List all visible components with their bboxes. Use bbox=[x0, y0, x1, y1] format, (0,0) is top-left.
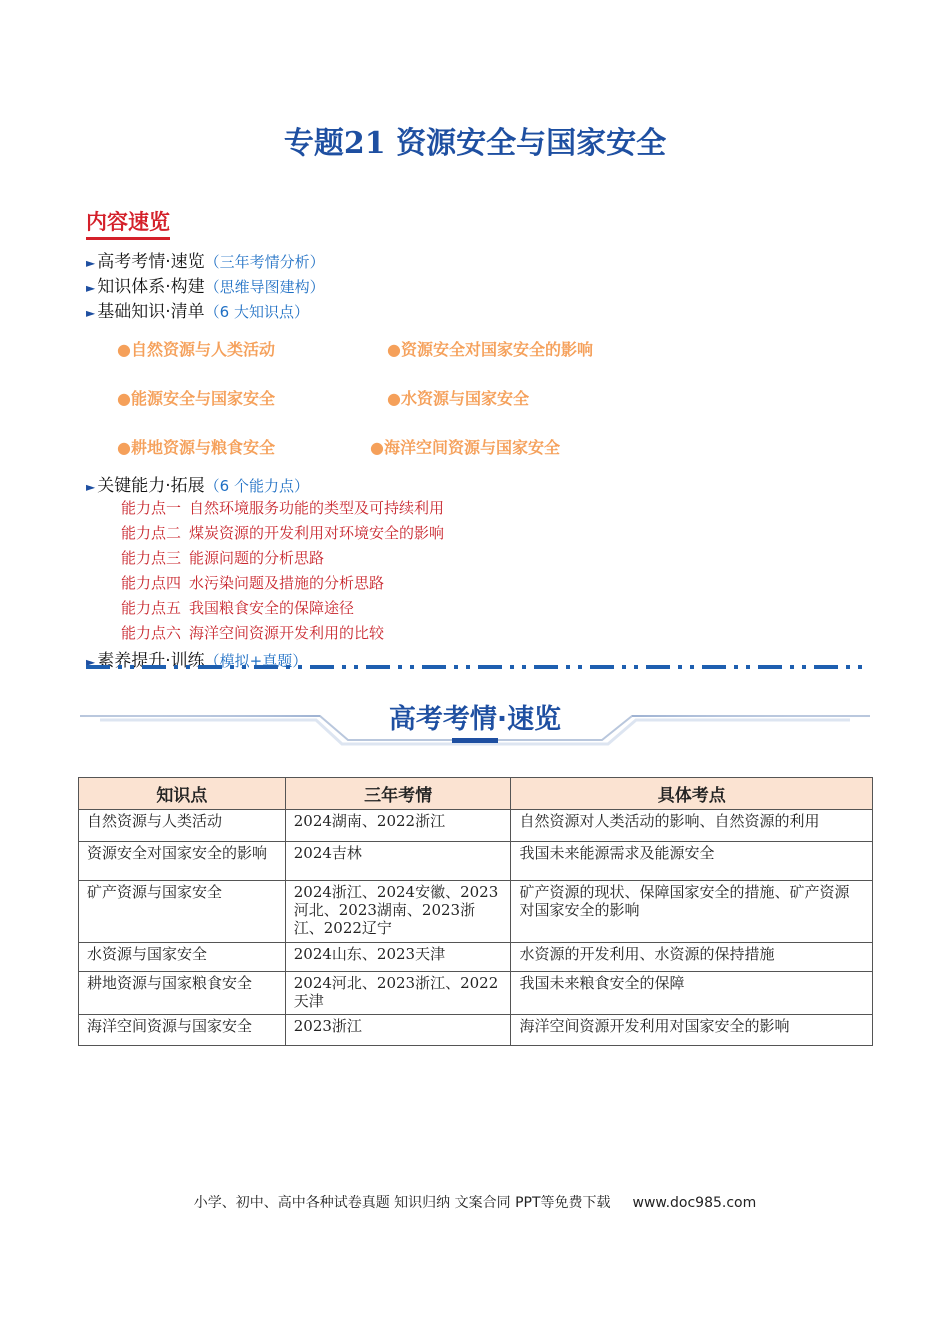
triangle-icon: ► bbox=[86, 655, 96, 669]
ability-point-label: 能力点一 bbox=[121, 499, 182, 517]
footer-url: www.doc985.com bbox=[632, 1195, 757, 1211]
knowledge-point: ●能源安全与国家安全 bbox=[117, 389, 275, 408]
triangle-icon: ► bbox=[86, 480, 96, 494]
page-title: 专题21 资源安全与国家安全 bbox=[283, 126, 667, 161]
toc-item-label: 关键能力·拓展 bbox=[97, 476, 205, 496]
toc-item-knowledge-system bbox=[86, 272, 325, 297]
section-banner-title: 高考考情·速览 bbox=[388, 704, 562, 735]
table-cell: 海洋空间资源开发利用对国家安全的影响 bbox=[511, 1015, 873, 1046]
table-cell: 2024吉林 bbox=[285, 842, 511, 881]
knowledge-point: ●资源安全对国家安全的影响 bbox=[387, 340, 593, 359]
table-cell: 我国未来粮食安全的保障 bbox=[511, 972, 873, 1015]
ability-point bbox=[121, 597, 354, 618]
table-cell: 自然资源与人类活动 bbox=[79, 810, 286, 842]
table-header-row bbox=[79, 778, 873, 810]
page-footer bbox=[0, 1192, 950, 1212]
triangle-icon: ► bbox=[86, 256, 96, 270]
table-cell: 2023浙江 bbox=[285, 1015, 511, 1046]
ability-point bbox=[121, 622, 384, 643]
table-cell: 耕地资源与国家粮食安全 bbox=[79, 972, 286, 1015]
ability-point-text: 自然环境服务功能的类型及可持续利用 bbox=[189, 499, 445, 517]
knowledge-point: ●耕地资源与粮食安全 bbox=[117, 438, 275, 457]
toc-item-label: 基础知识·清单 bbox=[97, 302, 205, 322]
table-cell: 2024浙江、2024安徽、2023河北、2023湖南、2023浙江、2022辽宁 bbox=[285, 881, 511, 943]
toc-item-note: （思维导图建构） bbox=[204, 278, 325, 296]
table-row bbox=[79, 972, 873, 1015]
ability-point-text: 我国粮食安全的保障途径 bbox=[189, 599, 355, 617]
table-cell: 水资源的开发利用、水资源的保持措施 bbox=[511, 943, 873, 972]
toc-item-label: 素养提升·训练 bbox=[97, 651, 205, 671]
toc-item-note: （模拟+真题） bbox=[204, 652, 308, 670]
table-cell: 自然资源对人类活动的影响、自然资源的利用 bbox=[511, 810, 873, 842]
table-cell: 矿产资源的现状、保障国家安全的措施、矿产资源对国家安全的影响 bbox=[511, 881, 873, 943]
table-cell: 矿产资源与国家安全 bbox=[79, 881, 286, 943]
table-cell: 水资源与国家安全 bbox=[79, 943, 286, 972]
table-cell: 2024湖南、2022浙江 bbox=[285, 810, 511, 842]
footer-text: 小学、初中、高中各种试卷真题 知识归纳 文案合同 PPT等免费下载 bbox=[193, 1195, 611, 1211]
toc-item-label: 高考考情·速览 bbox=[97, 252, 205, 272]
exam-analysis-table bbox=[78, 777, 873, 1046]
table-cell: 我国未来能源需求及能源安全 bbox=[511, 842, 873, 881]
ability-point bbox=[121, 522, 444, 543]
triangle-icon: ► bbox=[86, 281, 96, 295]
table-row bbox=[79, 842, 873, 881]
column-header: 具体考点 bbox=[511, 778, 873, 810]
ability-point-text: 海洋空间资源开发利用的比较 bbox=[189, 624, 385, 642]
table-row bbox=[79, 943, 873, 972]
knowledge-point: ●自然资源与人类活动 bbox=[117, 340, 275, 359]
table-row bbox=[79, 810, 873, 842]
table-row bbox=[79, 881, 873, 943]
toc-item-note: （三年考情分析） bbox=[204, 253, 325, 271]
table-cell: 2024河北、2023浙江、2022天津 bbox=[285, 972, 511, 1015]
toc-item-key-ability bbox=[86, 471, 309, 496]
ability-point bbox=[121, 572, 384, 593]
ability-point-label: 能力点三 bbox=[121, 549, 182, 567]
toc-item-label: 知识体系·构建 bbox=[97, 277, 205, 297]
ability-point-label: 能力点二 bbox=[121, 524, 182, 542]
toc-heading: 内容速览 bbox=[86, 206, 170, 236]
knowledge-point: ●水资源与国家安全 bbox=[387, 389, 529, 408]
toc-item-basic-knowledge bbox=[86, 297, 309, 322]
table-row bbox=[79, 1015, 873, 1046]
toc-item-note: （6 个能力点） bbox=[204, 477, 309, 495]
toc-item-exam-overview bbox=[86, 247, 325, 272]
table-cell: 2024山东、2023天津 bbox=[285, 943, 511, 972]
triangle-icon: ► bbox=[86, 306, 96, 320]
table-cell: 海洋空间资源与国家安全 bbox=[79, 1015, 286, 1046]
ability-point-text: 煤炭资源的开发利用对环境安全的影响 bbox=[189, 524, 445, 542]
ability-point-label: 能力点五 bbox=[121, 599, 182, 617]
knowledge-point: ●海洋空间资源与国家安全 bbox=[370, 438, 560, 457]
ability-point-label: 能力点四 bbox=[121, 574, 182, 592]
column-header: 三年考情 bbox=[285, 778, 511, 810]
ability-point-text: 水污染问题及措施的分析思路 bbox=[189, 574, 385, 592]
table-cell: 资源安全对国家安全的影响 bbox=[79, 842, 286, 881]
ability-point-text: 能源问题的分析思路 bbox=[189, 549, 325, 567]
ability-point-label: 能力点六 bbox=[121, 624, 182, 642]
ability-point bbox=[121, 497, 444, 518]
ability-point bbox=[121, 547, 324, 568]
section-divider bbox=[86, 664, 866, 670]
column-header: 知识点 bbox=[79, 778, 286, 810]
toc-item-note: （6 大知识点） bbox=[204, 303, 309, 321]
